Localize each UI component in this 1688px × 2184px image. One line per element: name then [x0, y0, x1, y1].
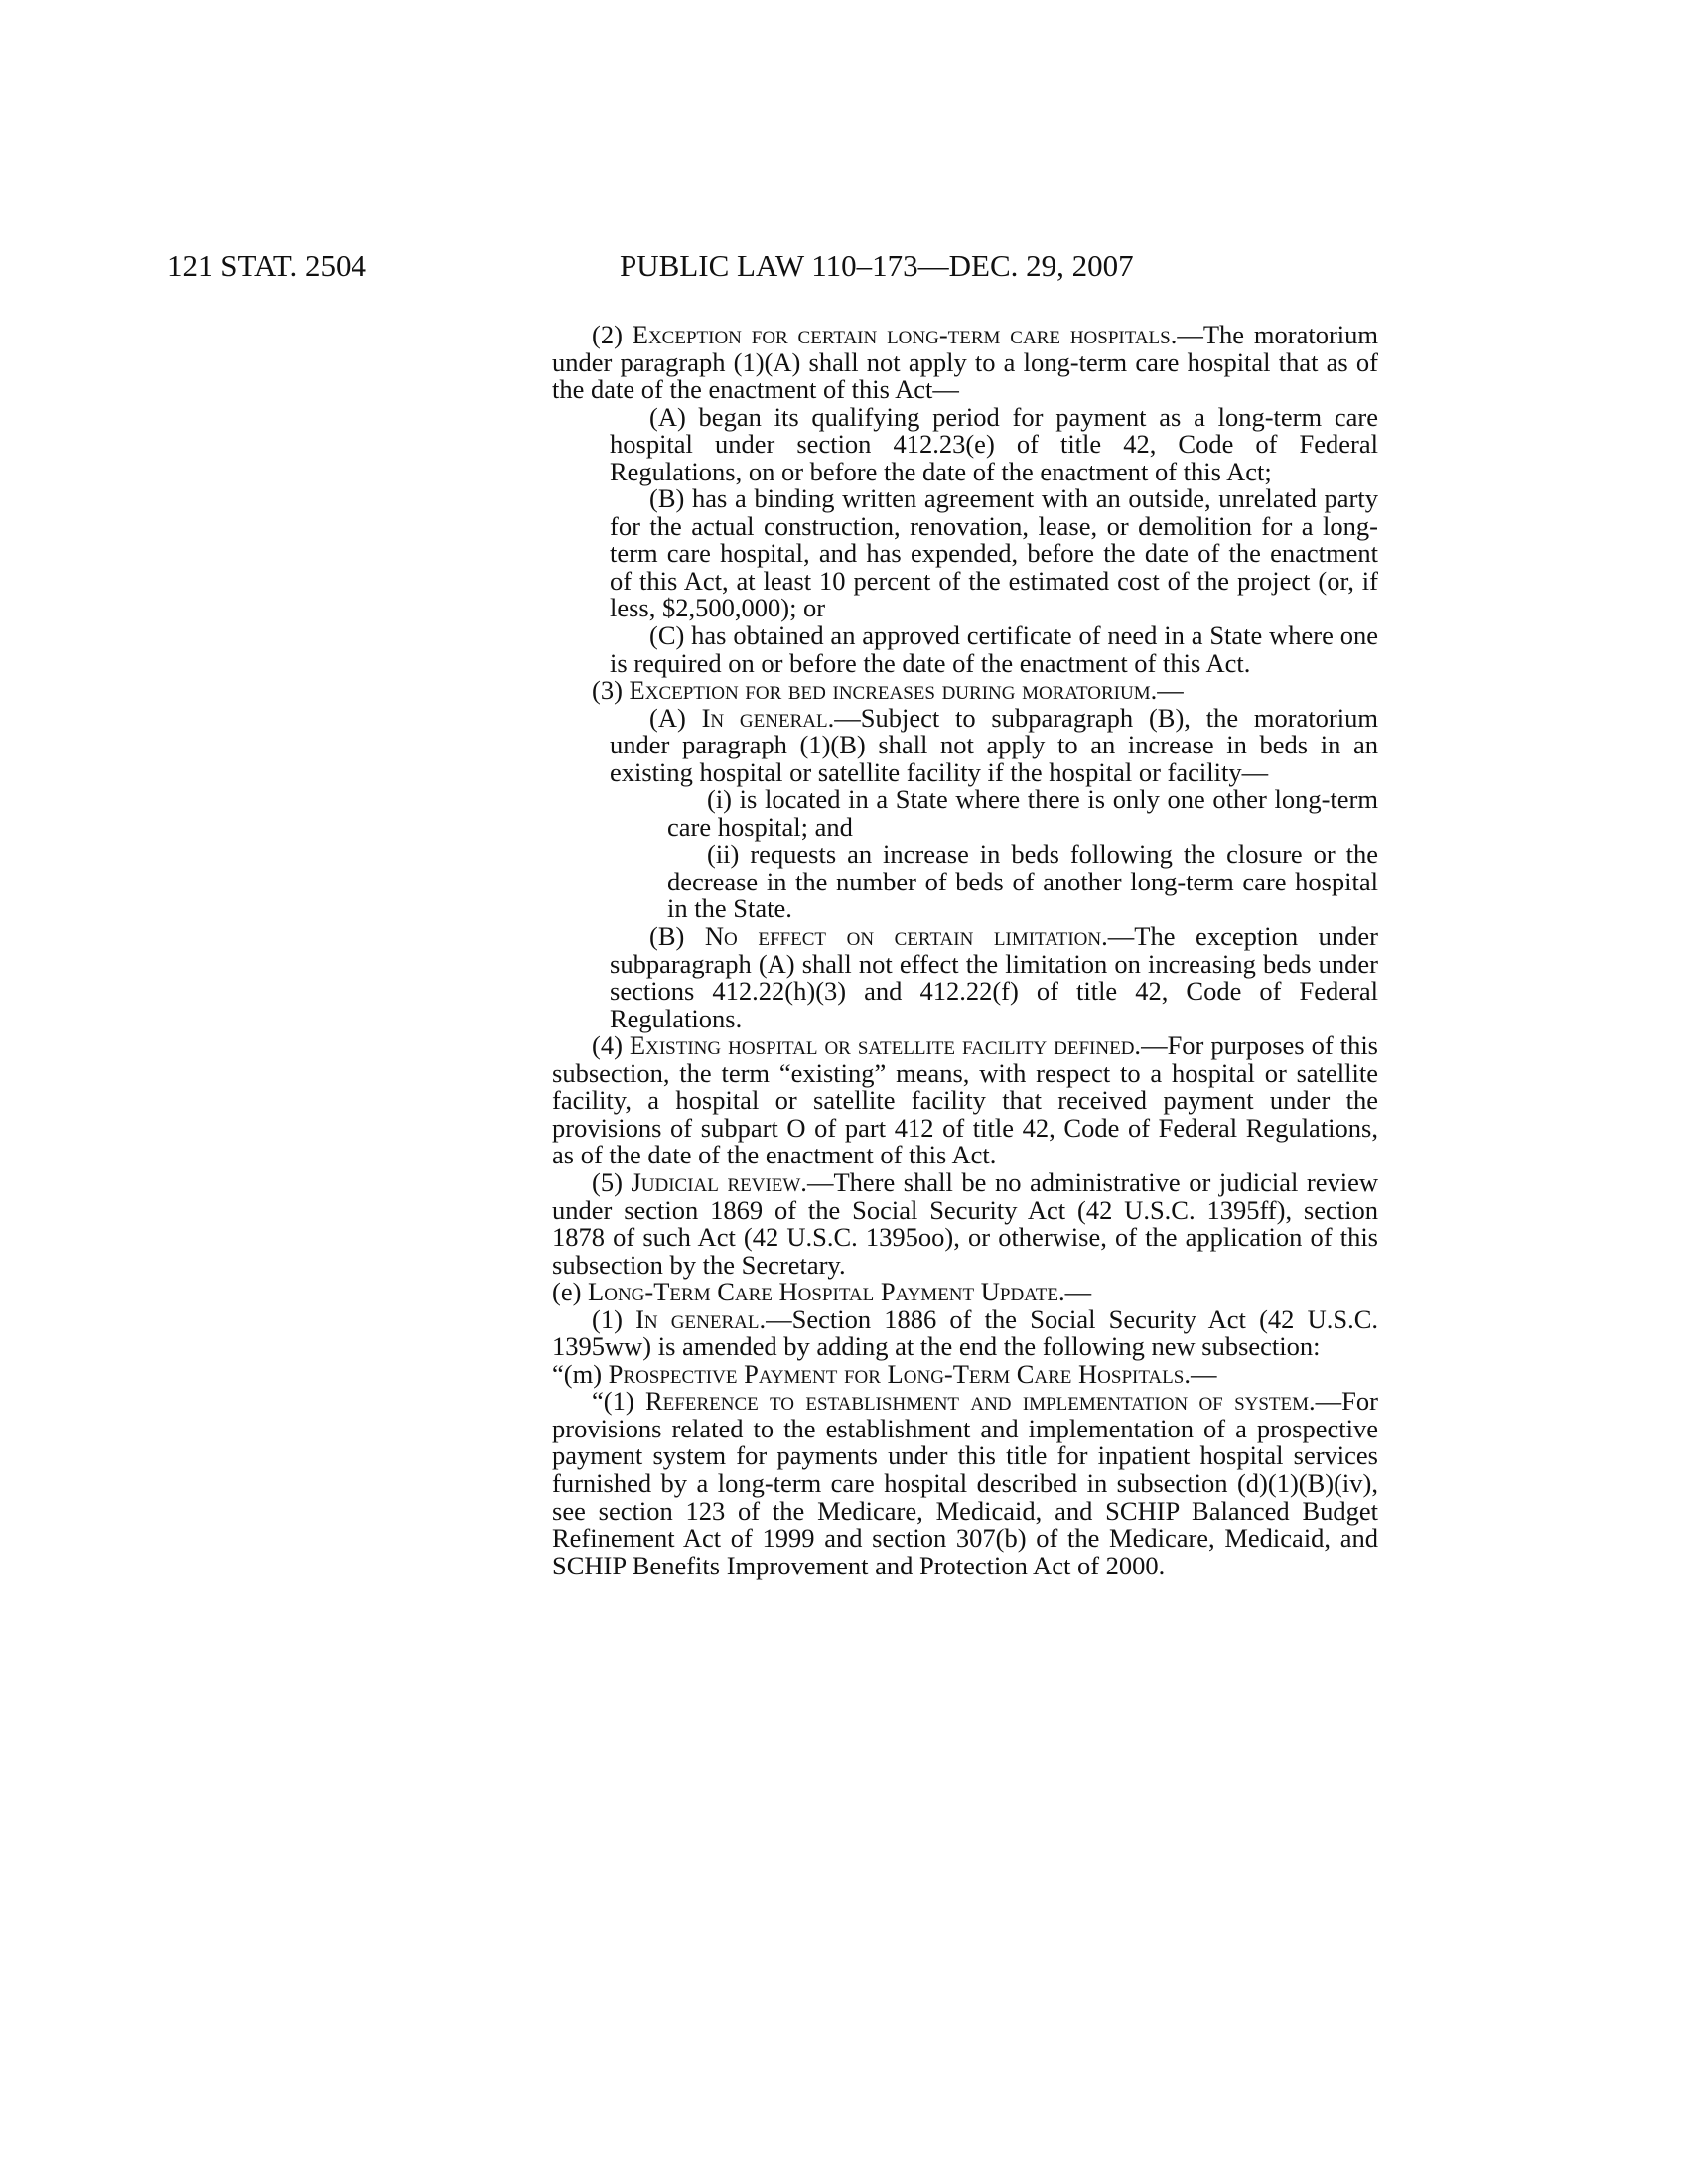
para-2a: (A) began its qualifying period for payment as a long-term care hospital under section 412.23(e) of title 42, Code of Federal Regulations, on or before the date of the enactment of this Act; — [610, 401, 1378, 486]
para-heading: Prospective Payment for Long-Term Care Hospitals. — [608, 1358, 1191, 1389]
para-text: —For purposes of this subsection, the term “existing” means, with respect to a hospital or satellite facility, a hospital or satellite facility that received payment under the provisions of subpart O of part 412 of title 42, Code of Federal Regulations, as of the date of the enactment of this Act. — [552, 1030, 1378, 1170]
para-text: —For provisions related to the establishment and implementation of a prospective payment system for payments under this title for inpatient hospital services furnished by a long-term care hospital described in subsection (d)(1)(B)(iv), see section 123 of the Medicare, Medicaid, and SCHIP Balanced Budget Refinement Act of 1999 and section 307(b) of the Medicare, Medicaid, and SCHIP Benefits Improvement and Protection Act of 2000. — [552, 1386, 1378, 1580]
para-heading: In general. — [635, 1303, 767, 1334]
para-label: (4) — [592, 1030, 630, 1061]
para-3a-ii: (ii) requests an increase in beds following the closure or the decrease in the number of beds of another long-term care hospital in the State. — [667, 839, 1378, 924]
para-heading: Exception for bed increases during moratorium. — [629, 675, 1158, 706]
para-text: —Section 1886 of the Social Security Act (42 U.S.C. 1395ww) is amended by adding at the end the following new subsection: — [552, 1303, 1378, 1362]
para-heading: No effect on certain limitation. — [704, 921, 1108, 952]
document-body — [552, 322, 1378, 1579]
para-text: — — [1064, 1277, 1092, 1307]
para-2c: (C) has obtained an approved certificate of need in a State where one is required on or before the date of the enactment of this Act. — [610, 620, 1378, 678]
para-2-exception-ltch — [552, 322, 1378, 404]
para-3-bed-increases — [552, 677, 1378, 705]
law-title-date: PUBLIC LAW 110–173—DEC. 29, 2007 — [620, 248, 1134, 283]
para-text: — — [1157, 675, 1184, 706]
para-label: “(m) — [552, 1358, 609, 1389]
subsection-e-payment-update — [552, 1279, 1378, 1306]
subsection-m-prospective-payment — [552, 1358, 1378, 1389]
para-e1-in-general — [552, 1303, 1378, 1362]
para-text: —The moratorium under paragraph (1)(A) shall not apply to a long-term care hospital that as of the date of the enactment of this Act— — [552, 320, 1379, 405]
para-heading: Exception for certain long-term care hospitals. — [632, 320, 1178, 349]
para-heading: Existing hospital or satellite facility defined. — [629, 1030, 1142, 1061]
para-label: (1) — [592, 1303, 636, 1334]
para-label: (A) — [649, 702, 702, 733]
para-3b-no-effect — [552, 923, 1378, 1032]
para-text: —The exception under subparagraph (A) shall not effect the limitation on increasing beds under sections 412.22(h)(3) and 412.22(f) of title 42, Code of Federal Regulations. — [610, 921, 1379, 1033]
para-heading: Reference to establishment and implementation of system. — [644, 1386, 1316, 1417]
para-4-existing-defined — [552, 1032, 1378, 1169]
para-3a-in-general — [552, 702, 1378, 787]
para-label: (5) — [592, 1166, 632, 1197]
para-2b: (B) has a binding written agreement with an outside, unrelated party for the actual construction, renovation, lease, or demolition for a long-term care hospital, and has expended, before the date of the enactment of this Act, at least 10 percent of the estimated cost of the project (or, if less, $2,500,000); or — [610, 483, 1378, 623]
para-text: —Subject to subparagraph (B), the moratorium under paragraph (1)(B) shall not apply to an increase in beds in an existing hospital or satellite facility if the hospital or facility— — [610, 702, 1378, 787]
para-label: (3) — [592, 675, 630, 706]
para-heading: Long-Term Care Hospital Payment Update. — [588, 1277, 1065, 1307]
para-5-judicial-review — [552, 1166, 1378, 1280]
para-3a-i: (i) is located in a State where there is only one other long-term care hospital; and — [667, 784, 1378, 842]
page-header — [0, 246, 1688, 286]
statute-page-number: 121 STAT. 2504 — [167, 248, 367, 283]
para-text: —There shall be no administrative or judicial review under section 1869 of the Social Security Act (42 U.S.C. 1395ff), section 1878 of such Act (42 U.S.C. 1395oo), or otherwise, of the application of this subsection by the Secretary. — [552, 1166, 1378, 1280]
para-text: — — [1190, 1358, 1217, 1389]
para-label: (e) — [552, 1277, 589, 1307]
para-label: (B) — [649, 921, 705, 952]
para-heading: Judicial review. — [631, 1166, 807, 1197]
para-label: (2) — [592, 320, 633, 349]
para-m1-reference — [552, 1388, 1378, 1579]
para-heading: In general. — [701, 702, 835, 733]
para-label: “(1) — [592, 1386, 645, 1417]
